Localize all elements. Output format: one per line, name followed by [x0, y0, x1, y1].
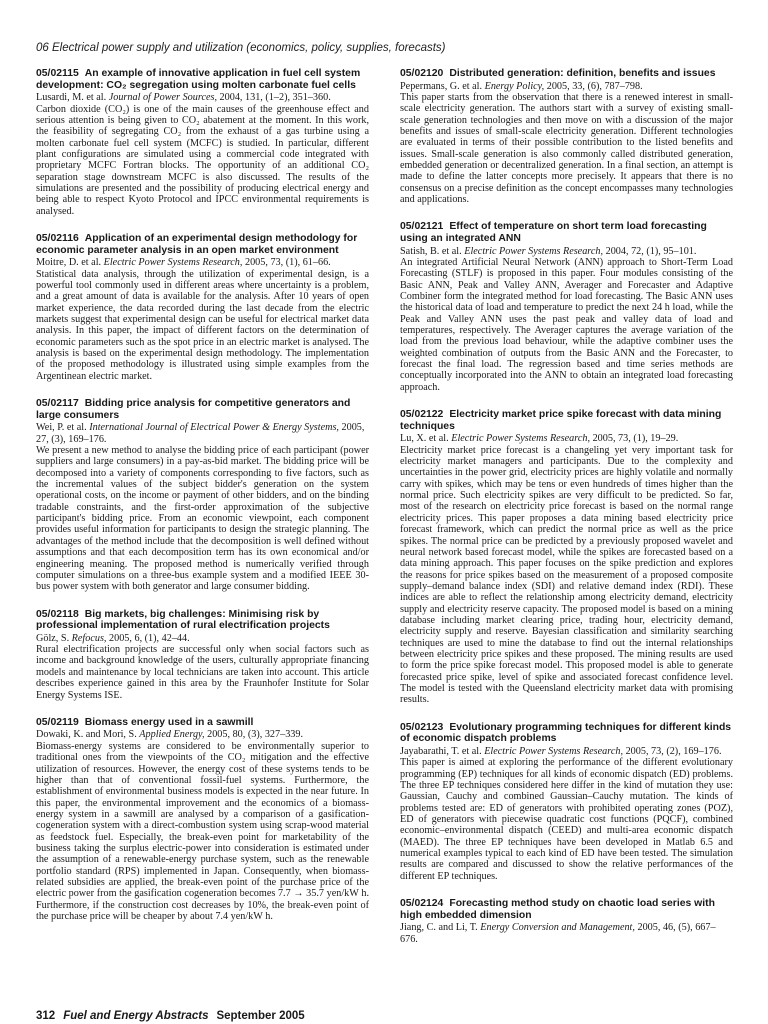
entry-number: 05/02116: [36, 233, 79, 245]
abstract-entry: [400, 409, 733, 706]
entry-abstract: Carbon dioxide (CO₂) is one of the main causes of the greenhouse effect and serious attention is being given to CO₂ abatement at the moment. In this work, the feasibility of segregating CO₂ from the exhaust of a gas turbine using a molten carbonate fuel cell system (MCFC) is studied. In particular, different plant configurations are simulated using a commercial code integrated with proprietary MCFC Fortran blocks. The opportunity of an additional CO₂ separation stage downstream MCFC is also discussed. The results of the simulations are presented and the possibility of producing electrical energy and being able to respect Kyoto Protocol and IPCC environmental requirements is analysed.: [36, 103, 369, 217]
entry-title-text: Big markets, big challenges: Minimising risk by professional implementation of rural electrification projects: [36, 608, 330, 632]
entry-title-text: Electricity market price spike forecast with data mining techniques: [400, 409, 722, 432]
entry-title-text: Bidding price analysis for competitive generators and large consumers: [36, 398, 351, 421]
right-column: [400, 68, 733, 961]
entry-title-text: Evolutionary programming techniques for different kinds of economic dispatch problems: [400, 721, 732, 745]
entry-citation: Jiang, C. and Li, T. Energy Conversion and Management, 2005, 46, (5), 667–676.: [400, 922, 716, 945]
entry-title: [36, 233, 369, 256]
entry-title: [400, 722, 733, 745]
entry-number: 05/02119: [36, 716, 79, 728]
left-column: [36, 68, 369, 938]
entry-number: 05/02117: [36, 398, 79, 410]
issue-date: September 2005: [216, 1010, 305, 1022]
entry-title-text: Forecasting method study on chaotic load series with high embedded dimension: [400, 898, 715, 921]
entry-title: [400, 68, 733, 80]
entry-title-text: Application of an experimental design methodology for economic parameter analysis in an open market environment: [36, 233, 358, 256]
entry-title: [36, 609, 369, 632]
entry-number: 05/02122: [400, 409, 444, 421]
entry-citation: Lu, X. et al. Electric Power Systems Research, 2005, 73, (1), 19–29.: [400, 433, 679, 445]
abstract-entry: [36, 717, 369, 923]
entry-citation: Jayabarathi, T. et al. Electric Power Systems Research, 2005, 73, (2), 169–176.: [400, 745, 722, 757]
entry-citation: Wei, P. et al. International Journal of Electrical Power & Energy Systems, 2005, 27, (3), 169–176.: [36, 422, 365, 445]
running-header: 06 Electrical power supply and utilization (economics, policy, supplies, forecasts): [36, 42, 446, 54]
entry-citation: Lusardi, M. et al. Journal of Power Sources, 2004, 131, (1–2), 351–360.: [36, 92, 331, 104]
page-number: 312: [36, 1010, 56, 1022]
abstract-entry: [400, 68, 733, 205]
entry-title: [36, 717, 369, 729]
entry-citation: Dowaki, K. and Mori, S. Applied Energy, 2005, 80, (3), 327–339.: [36, 729, 304, 741]
abstract-entry: [36, 398, 369, 592]
entry-number: 05/02123: [400, 721, 444, 733]
entry-abstract: Statistical data analysis, through the utilization of experimental design, is a powerful tool commonly used in different areas where uncertainty is a problem, and a great amount of data is available for the analysis. After 10 years of open market experience, the data recorded during the last decade from the electric markets suggest that experimental design can be useful for electrical market data analysis. In this paper, the impact of different factors on the determination of economic parameters such as the spot price in an electric market is analysed. The analysis is based on the experimental design methodology. The implementation of the proposed methodology is illustrated using simple examples from the Argentinean electric market.: [36, 268, 369, 382]
entry-title: [36, 68, 369, 91]
entry-title-text: An example of innovative application in fuel cell system development: CO₂ segregation using molten carbonate fuel cells: [36, 68, 361, 91]
entry-citation: Gölz, S. Refocus, 2005, 6, (1), 42–44.: [36, 632, 190, 644]
abstract-entry: [36, 609, 369, 701]
entry-title-text: Distributed generation: definition, benefits and issues: [449, 68, 716, 79]
entry-title: [400, 409, 733, 432]
abstract-entry: [400, 722, 733, 882]
entry-number: 05/02118: [36, 608, 79, 620]
entry-number: 05/02115: [36, 68, 79, 79]
entry-title-text: Biomass energy used in a sawmill: [84, 716, 254, 728]
journal-title: Fuel and Energy Abstracts: [63, 1010, 209, 1022]
entry-abstract: Biomass-energy systems are considered to be environmentally superior to traditional ones from the viewpoints of the CO₂ mitigation and the effective utilization of resources. However, the energy cost of these systems tends to be higher than that of conventional fossil-fuel systems. Furthermore, the establishment of environmental business models is expected in the near future. In this paper, the environmental improvement and the economics of a biomass-energy system in a sawmill are analysed by a comparison of a gasification-cogeneration system with a direct-combustion system using scrap-wood material as feedstock fuel. Especially, the break-even point for marketability of the business taking the surplus electric-power into consideration is estimated under the assumption of a renewable-energy purchase system, such as the renewable portfolio standard (RPS) implemented in Japan. Consequently, when biomass-related subsidies are applied, the break-even point of the purchase price of the electric power from the gasification cogeneration becomes 7.7 → 35.7 yen/kW h. Furthermore, if the construction cost decreases by 10%, the break-even point of the purchase price will be cheaper by about 7.4 yen/kW h.: [36, 740, 369, 922]
entry-title: [400, 221, 733, 244]
entry-citation: Moitre, D. et al. Electric Power Systems Research, 2005, 73, (1), 61–66.: [36, 257, 331, 269]
entry-abstract: This paper starts from the observation that there is a renewed interest in small-scale electricity generation. The authors start with a survey of existing small-scale generation technologies and then move on with a discussion of the major benefits and issues of small-scale electricity generation. Different technologies are evaluated in terms of their possible contribution to the listed benefits and issues. Small-scale generation is also commonly called distributed generation, embedded generation or decentralized generation. In a final section, an attempt is made to define the latter concepts more precisely. It appears that there is no consensus on a precise definition as the concept encompasses many technologies and applications.: [400, 92, 733, 206]
abstract-entry: [36, 233, 369, 382]
abstract-entry: [36, 68, 369, 217]
entry-abstract: Rural electrification projects are successful only when social factors such as income and background knowledge of the users, culturally appropriate financing models and maintenance by local technicians are taken into account. This article describes experience gained in this area by the Fraunhofer Institute for Solar Energy Systems ISE.: [36, 644, 369, 701]
entry-number: 05/02121: [400, 221, 444, 233]
entry-abstract: Electricity market price forecast is a changeling yet very important task for electricity market managers and participants. Due to the complexity and uncertainties in the power grid, electricity prices are highly volatile and normally carry with spikes, which may be tens or even hundreds of times higher than the normal price. Such electricity spikes are very difficult to be predicted. So far, most of the research on electricity price forecast is based on the normal range electricity prices. This paper proposes a data mining based electricity price forecast framework, which can predict the normal price as well as the price spikes. The normal price can be predicted by a previously proposed wavelet and neural network based forecast model, while the spikes are forecasted based on a data mining approach. This paper focuses on the spike prediction and explores the reasons for price spikes based on the measurement of a proposed composite supply–demand balance index (SDI) and relative demand index (RDI). These indices are able to reflect the relationship among electricity demand, electricity supply and electricity reserve capacity. The proposed model is based on a mining database including market clearing price, trading hour, electricity demand, electricity supply and reserve. Bayesian classification and similarity searching techniques are used to mine the database to find out the internal relationships between electricity price spikes and these proposed. The mining results are used to form the price spike forecast model. This proposed model is able to generate forecasted price spike, level of spike and associated forecast confidence level. The model is tested with the Queensland electricity market data with promising results.: [400, 444, 733, 706]
entry-citation: Pepermans, G. et al. Energy Policy, 2005, 33, (6), 787–798.: [400, 80, 643, 92]
entry-abstract: An integrated Artificial Neural Network (ANN) approach to Short-Term Load Forecasting (STLF) is proposed in this paper. Four modules consisting of the Basic ANN, Peak and Valley ANN, Averager and Forecaster and Adaptive Combiner form the integrated method for load forecasting. The Basic ANN uses the historical data of load and temperature to predict the next 24 h load, while the Peak and Valley ANN uses the past peak and valley data of load and temperatures, respectively. The Averager captures the average variation of the load from the previous load behaviour, while the adaptive combiner uses the weighted combination of outputs from the Basic ANN and the Forecaster, to forecast the final load. The regression based and time series methods are conceptually incorporated into the ANN to obtain an integrated load forecasting approach.: [400, 257, 733, 393]
entry-citation: Satish, B. et al. Electric Power Systems Research, 2004, 72, (1), 95–101.: [400, 245, 697, 257]
abstract-entry: [400, 898, 733, 945]
page-footer: [36, 1010, 305, 1022]
entry-number: 05/02120: [400, 68, 444, 79]
entry-abstract: We present a new method to analyse the bidding price of each participant (power suppliers and large consumers) in a pay-as-bid market. The bidding price will be decomposed into a variety of components corresponding to five factors, such as the incremental values of the subject bidder's generation on the system operational costs, on the income or payment of other bidders, and on the binding tradable constraints, and the first-order approximation of the subjective participant's bidding price. From an economic viewpoint, each component provides useful information for participants to design the strategic planning. The advantages of the method include that the decomposition is well defined without assumptions and that each decomposition term has its own economical and/or engineering meaning. The proposed method is numerically verified through computer simulations on a three-bus example system and a modified IEEE 30-bus power system with both generator and large consumer bidding.: [36, 445, 369, 593]
entry-number: 05/02124: [400, 898, 444, 910]
abstract-entry: [400, 221, 733, 393]
entry-title-text: Effect of temperature on short term load forecasting using an integrated ANN: [400, 221, 707, 245]
entry-title: [36, 398, 369, 421]
entry-abstract: This paper is aimed at exploring the performance of the different evolutionary programming (EP) techniques for all kinds of economic dispatch (ED) problems. The three EP techniques considered here differ in the kind of mutation they use: Gaussian, Cauchy and combined Gaussian–Cauchy mutation. The kinds of problems tested are: ED of generators with prohibited operating zones (POZ), ED of generators with piecewise quadratic cost functions (PQCF), combined economic–environmental dispatch (CEED) and multi-area economic dispatch (MAED). The three EP techniques have been developed in Matlab 6.5 and numerical examples typical to each kind of ED have been tested. The simulation results are compared and discussed to show the relative performances of the different EP techniques.: [400, 757, 733, 882]
entry-title: [400, 898, 733, 921]
